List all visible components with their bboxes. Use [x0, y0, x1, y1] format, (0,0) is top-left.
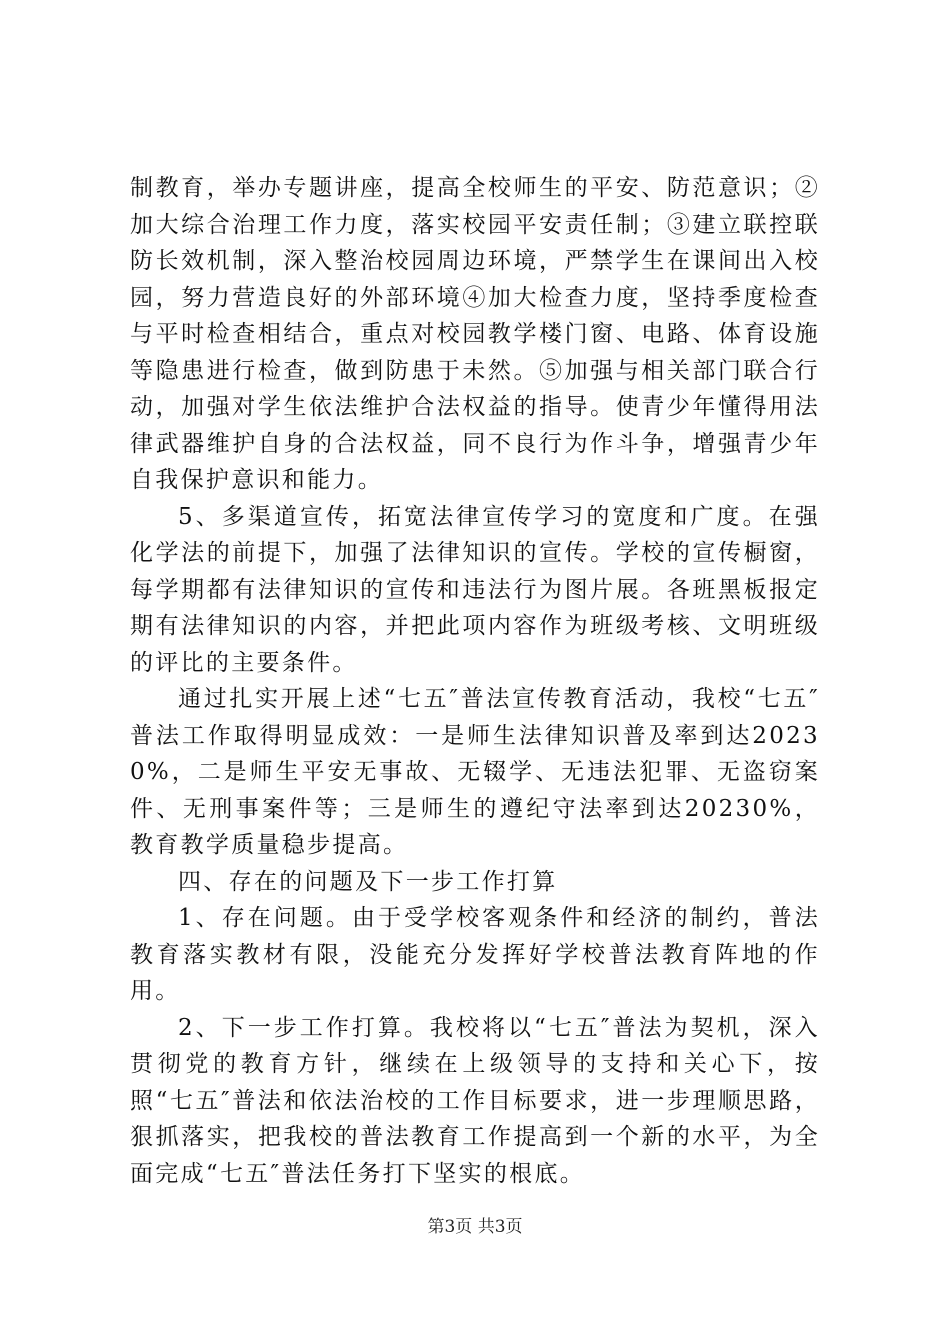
page-number-footer: 第3页 共3页 — [427, 1217, 523, 1237]
paragraph-publicity: 5、多渠道宣传，拓宽法律宣传学习的宽度和广度。在强化学法的前提下，加强了法律知识的宣传。学校的宣传橱窗，每学期都有法律知识的宣传和违法行为图片展。各班黑板报定期有法律知识的内容，并把此项内容作为班级考核、文明班级的评比的主要条件。 — [130, 503, 820, 676]
paragraph-problems: 1、存在问题。由于受学校客观条件和经济的制约，普法教育落实教材有限，没能充分发挥好学校普法教育阵地的作用。 — [130, 905, 820, 1004]
paragraph-next-steps: 2、下一步工作打算。我校将以“七五″普法为契机，深入贯彻党的教育方针，继续在上级领导的支持和关心下，按照“七五″普法和依法治校的工作目标要求，进一步理顺思路，狠抓落实，把我校的普法教育工作提高到一个新的水平，为全面完成“七五″普法任务打下坚实的根底。 — [130, 1014, 820, 1187]
paragraph-results: 通过扎实开展上述“七五″普法宣传教育活动，我校“七五″普法工作取得明显成效：一是师生法律知识普及率到达20230%，二是师生平安无事故、无辍学、无违法犯罪、无盗窃案件、无刑事案件等；三是师生的遵纪守法率到达20230%，教育教学质量稳步提高。 — [130, 686, 820, 858]
section-heading-problems: 四、存在的问题及下一步工作打算 — [178, 868, 558, 895]
document-body — [130, 170, 820, 1192]
paragraph-safety-measures: 制教育，举办专题讲座，提高全校师生的平安、防范意识；②加大综合治理工作力度，落实校园平安责任制；③建立联控联防长效机制，深入整治校园周边环境，严禁学生在课间出入校园，努力营造良好的外部环境④加大检查力度，坚持季度检查与平时检查相结合，重点对校园教学楼门窗、电路、体育设施等隐患进行检查，做到防患于未然。⑤加强与相关部门联合行动，加强对学生依法维护合法权益的指导。使青少年懂得用法律武器维护自身的合法权益，同不良行为作斗争，增强青少年自我保护意识和能力。 — [130, 175, 820, 493]
